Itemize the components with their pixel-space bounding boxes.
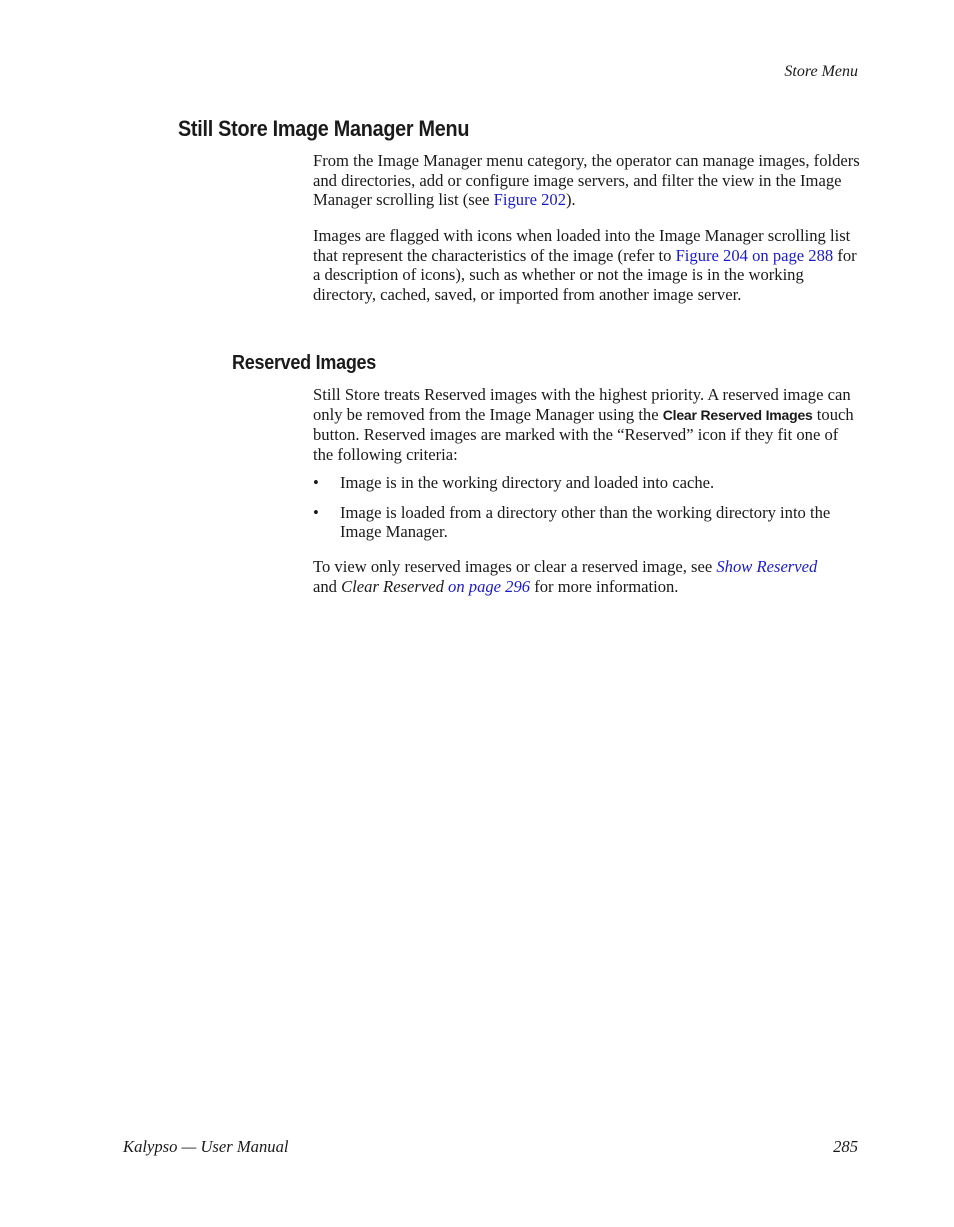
list-item-text: Image is loaded from a directory other than the working directory into the Image Manager. <box>340 502 831 542</box>
list-item <box>313 503 861 542</box>
page-296-link[interactable]: on page 296 <box>448 576 531 596</box>
view-text-2: and <box>313 576 342 596</box>
clear-reserved-images-label: Clear Reserved Images <box>662 406 813 423</box>
criteria-list-wrap <box>313 473 861 552</box>
intro-text-2: ). <box>566 190 576 210</box>
footer-document-title: Kalypso — User Manual <box>123 1137 289 1156</box>
page-number: 285 <box>833 1137 858 1156</box>
show-reserved-link[interactable]: Show Reserved <box>716 557 818 576</box>
icons-text-2: for a description of icons), such as whether or not the image is in the working directory, cached, saved, or imported from another image server. <box>313 245 857 305</box>
subsection-title: Reserved Images <box>232 352 377 374</box>
figure-202-link[interactable]: Figure 202 <box>493 190 567 210</box>
criteria-list <box>313 473 861 542</box>
list-item <box>313 473 861 493</box>
running-header: Store Menu <box>784 63 858 80</box>
section-title: Still Store Image Manager Menu <box>178 116 470 141</box>
figure-204-link[interactable]: Figure 204 on page 288 <box>675 245 834 265</box>
intro-text-1: From the Image Manager menu category, the operator can manage images, folders and directories, add or configure image servers, and filter the view in the Image Manager scrolling list (see <box>313 151 860 210</box>
bullet-icon: • <box>313 502 319 522</box>
reserved-paragraph <box>313 385 861 465</box>
list-item-text: Image is in the working directory and loaded into cache. <box>340 473 715 492</box>
bullet-icon: • <box>313 473 319 492</box>
reserved-text-1: Still Store treats Reserved images with the highest priority. A reserved image can only be removed from the Image Manager using the <box>313 385 851 424</box>
view-text-1: To view only reserved images or clear a reserved image, see <box>313 557 717 576</box>
clear-reserved-reference: Clear Reserved <box>341 576 444 596</box>
icons-paragraph <box>313 226 861 305</box>
reserved-text-2: touch button. Reserved images are marked with the “Reserved” icon if they fit one of the following criteria: <box>313 404 854 465</box>
view-reserved-paragraph <box>313 557 861 596</box>
intro-paragraph <box>313 151 861 210</box>
view-text-3: for more information. <box>530 576 679 596</box>
icons-text-1: Images are flagged with icons when loaded into the Image Manager scrolling list that represent the characteristics of the image (refer to <box>313 226 851 265</box>
